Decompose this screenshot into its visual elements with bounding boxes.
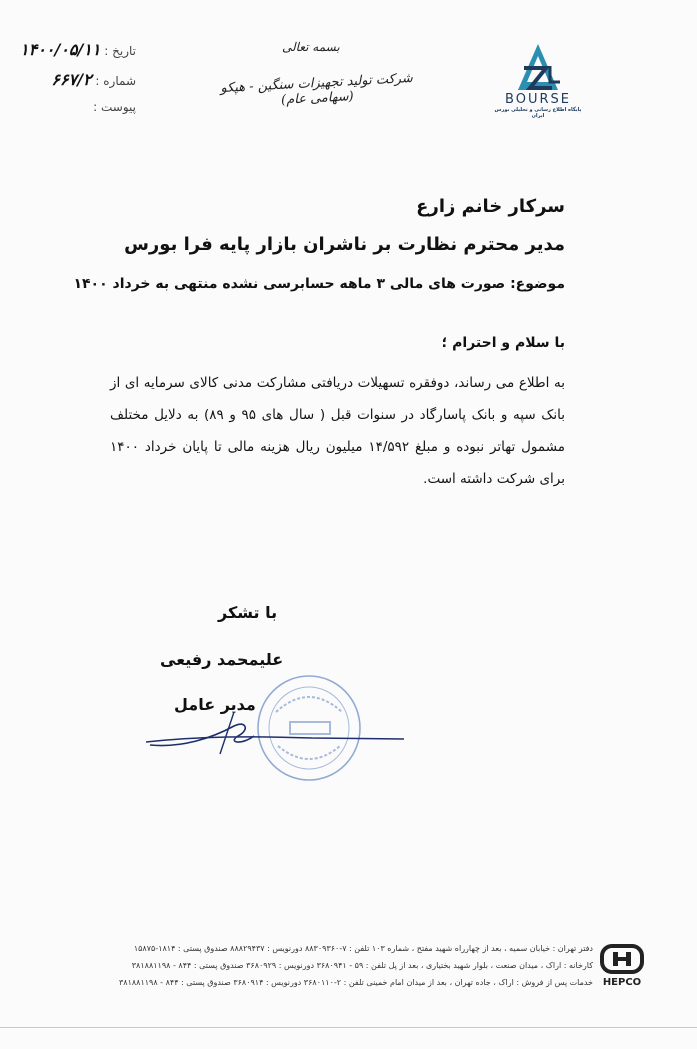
closing-thanks: با تشکر [218, 603, 278, 622]
addressee-title: مدیر محترم نظارت بر ناشران بازار پایه فرا بورس [124, 234, 565, 255]
attachment-field [8, 100, 136, 114]
footer-line-tehran: دفتر تهران : خیابان سمیه ، بعد از چهارراه شهید مفتح ، شماره ۱۰۳ تلفن : ۷-۸۸۳۰۹۳۶۰ دورنویس : ۸۸۸۲۹۴۳۷ صندوق پستی : ۱۸۱۴-۱۵۸۷۵ [133, 944, 593, 953]
addressee: سرکار خانم زارع [416, 196, 565, 217]
besmellah-text: بسمه تعالی [282, 40, 340, 54]
number-field [8, 70, 136, 89]
bottom-divider [0, 1027, 697, 1028]
date-value: ۱۴۰۰/۰۵/۱۱ [20, 40, 101, 59]
signer-name: علیمحمد رفیعی [160, 650, 284, 669]
footer-line-factory: کارخانه : اراک ، میدان صنعت ، بلوار شهید بختیاری ، بعد از پل تلفن : ۵۹ - ۳۶۸۰۹۴۱ دورنویس : ۳۶۸۰۹۲۹ صندوق پستی : ۸۴۴ - ۳۸۱۸۸۱۱۹۸ [131, 961, 593, 970]
hepco-logo-icon [600, 944, 644, 974]
footer-line-service: خدمات پس از فروش : اراک ، جاده تهران ، بعد از میدان امام خمینی تلفن : ۲-۳۶۸۰۱۱۰ دورنویس : ۳۶۸۰۹۱۴ صندوق پستی : ۸۴۴ - ۳۸۱۸۸۱۱۹۸ [118, 978, 593, 987]
bourse-logo-subtitle: پایگاه اطلاع رسانی و تحلیلی بورس ایران [494, 107, 582, 119]
bourse-logo-word: BOURSE [505, 92, 571, 107]
number-value: ۶۶۷/۲ [51, 70, 92, 89]
handwritten-signature-icon [142, 708, 412, 758]
greeting: با سلام و احترام ؛ [441, 335, 565, 351]
date-field [8, 40, 136, 59]
attachment-label: پیوست : [93, 100, 136, 114]
company-name: شرکت تولید تجهیزات سنگین - هپکو (سهامی عام) [220, 70, 414, 108]
date-label: تاریخ : [104, 44, 136, 58]
number-label: شماره : [95, 74, 136, 88]
hepco-brand: HEPCO [602, 977, 642, 988]
subject-line: موضوع: صورت های مالی ۳ ماهه حسابرسی نشده منتهی به خرداد ۱۴۰۰ [73, 276, 565, 292]
letter-body: به اطلاع می رساند، دوفقره تسهیلات دریافتی مشارکت مدنی کالای سرمایه ای از بانک سپه و بانک پاسارگاد در سنوات قبل ( سال های ۹۵ و ۸۹) به دلایل مختلف مشمول تهاتر نبوده و مبلغ ۱۴/۵۹۲ میلیون ریال هزینه مالی تا پایان خرداد ۱۴۰۰ برای شرکت داشته است. [110, 375, 565, 487]
signer-title: مدیر عامل [174, 695, 256, 714]
footer-addresses [8, 940, 593, 991]
